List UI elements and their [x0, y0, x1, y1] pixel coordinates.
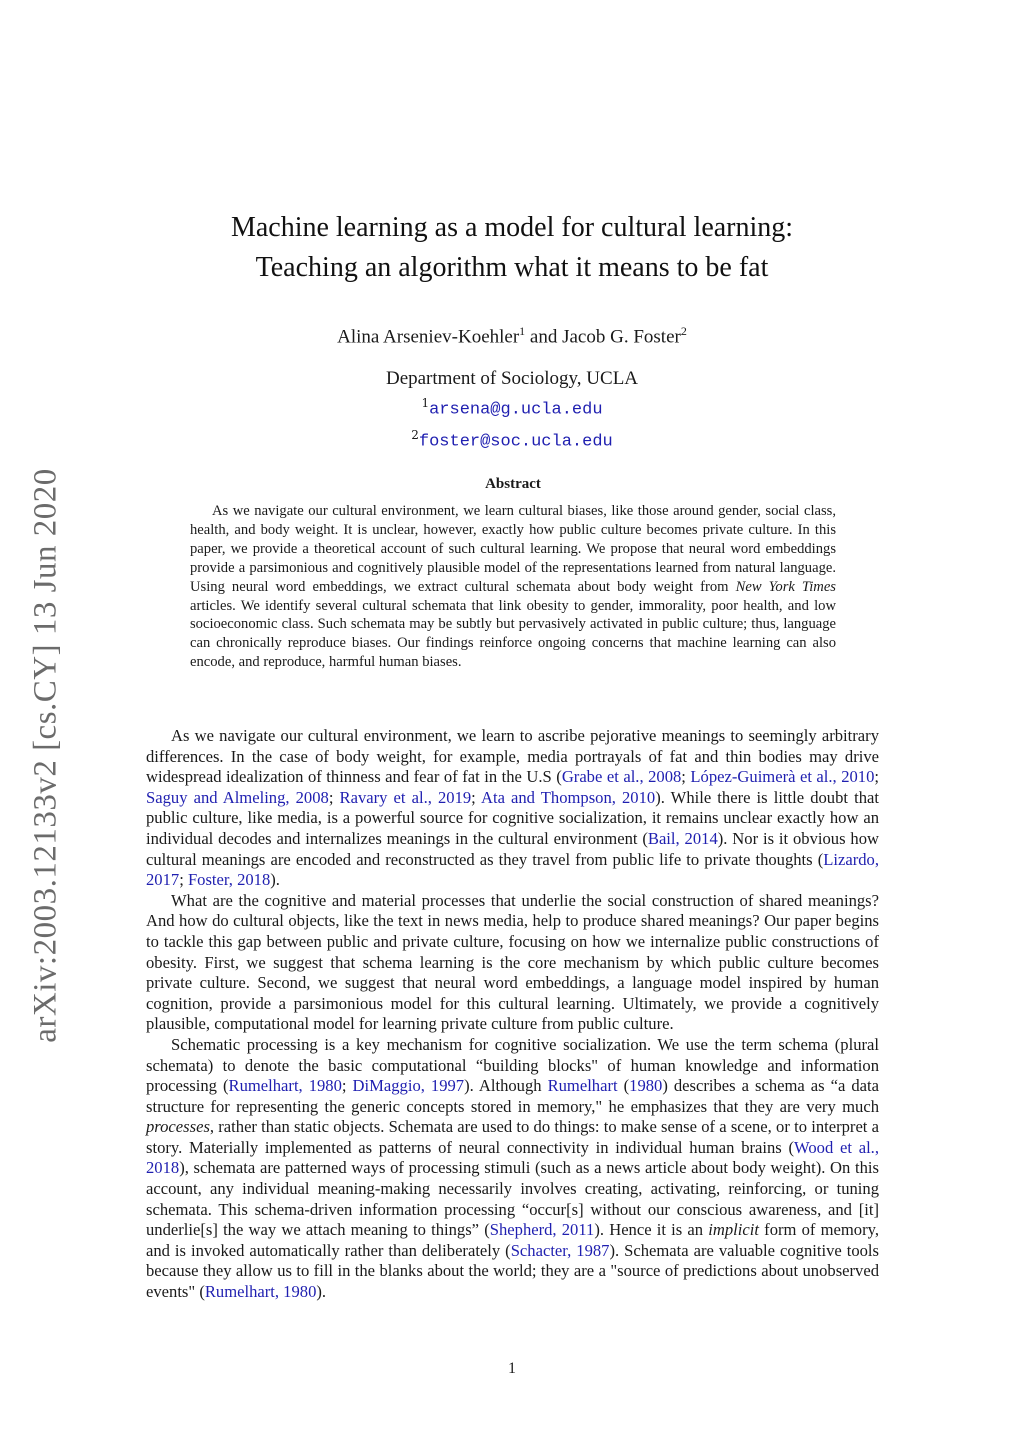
p3-text: ) describes a schema as “a data structure for representing the generic concepts stored in memory," he emphasizes that they are very much: [146, 1076, 879, 1116]
affiliation: Department of Sociology, UCLA: [385, 368, 639, 390]
author-2-mark: 2: [680, 324, 687, 338]
citation-link[interactable]: Saguy and Almeling, 2008: [146, 787, 329, 807]
p3-text: ), schemata are patterned ways of processing stimuli (such as a news article about body weight). On this account, any individual meaning-making necessarily involves creating, activating, reinforcing, or tuning schemata. This schema-driven information processing “occur[s] without our conscious awareness, and [it] underlie[s] the way we attach meaning to things” (: [146, 1158, 879, 1240]
p3-text: form of memory, and is invoked automatically rather than deliberately (: [146, 1220, 879, 1260]
arxiv-identifier-text: arXiv:2003.12133v2 [cs.CY] 13 Jun 2020: [27, 467, 64, 1043]
citation-link[interactable]: Foster, 2018: [187, 870, 271, 890]
email-line-2: [0, 423, 1024, 455]
citation-link[interactable]: Bail, 2014: [647, 828, 718, 848]
p3-text: ). Hence it is an: [594, 1220, 709, 1240]
p3-text: Schematic processing is a key mechanism for cognitive socialization. We use the term schema (plural schemata) to denote the basic computational “building blocks" of human knowledge and information processing (: [146, 1034, 879, 1096]
citation-link[interactable]: Rumelhart, 1980: [228, 1076, 342, 1096]
abstract-heading: Abstract: [485, 476, 541, 492]
p3-text: , rather than static objects. Schemata are used to do things: to make sense of a scene, or to interpret a story. Materially implemented as patterns of neural connectivity in individual human brains (: [146, 1117, 879, 1157]
abstract-section: [190, 476, 836, 672]
p3-italic: processes: [146, 1117, 210, 1137]
p3-text: ). Schemata are valuable cognitive tools because they allow us to fill in the blanks about the world; they are a "source of predictions about unobserved events" (: [146, 1240, 879, 1302]
p1-text: As we navigate our cultural environment, we learn to ascribe pejorative meanings to seemingly arbitrary differences. In the case of body weight, for example, media portrayals of fat and thin bodies may drive widespread idealization of thinness and fear of fat in the U.S (: [146, 726, 879, 787]
paragraph-1: [146, 726, 879, 891]
p1-sep: ;: [328, 787, 340, 807]
email-1-mark: 1: [421, 396, 430, 411]
abstract-text: [190, 502, 836, 672]
citation-link[interactable]: Rumelhart: [547, 1076, 618, 1096]
title-line-1: Machine learning as a model for cultural learning:: [230, 212, 794, 243]
paragraph-3: [146, 1035, 879, 1303]
author-list: [0, 320, 1024, 348]
page-number: 1: [508, 1360, 516, 1377]
abstract-text-part-2: articles. We identify several cultural schemata that link obesity to gender, immorality, poor health, and low socioeconomic class. Such schemata may be subtly but pervasively activated in public culture; thus, language can chronically reproduce biases. Our findings reinforce ongoing concerns that machine learning can also encode, and reproduce, harmful human biases.: [190, 597, 836, 671]
email-2-mark: 2: [411, 427, 419, 442]
p1-sep: ;: [874, 767, 880, 787]
author-1-mark: 1: [519, 324, 526, 338]
p1-sep: ;: [681, 767, 691, 787]
citation-link[interactable]: Ata and Thompson, 2010: [480, 787, 656, 807]
paragraph-2: What are the cognitive and material processes that underlie the social construction of shared meanings? And how do cultural objects, like the text in news media, help to produce shared meanings? Our paper begins to tackle this gap between public and private culture, focusing on how we internalize public constructions of obesity. First, we suggest that schema learning is the core mechanism by which public culture becomes private culture. Second, we suggest that neural word embeddings, a language model inspired by human cognition, provide a parsimonious model for this cultural learning. Ultimately, we provide a cognitively plausible, computational model for learning private culture from public culture.: [146, 890, 879, 1034]
title-line-2: Teaching an algorithm what it means to be fat: [255, 252, 769, 283]
title-block: [0, 208, 1024, 455]
p3-sep: (: [617, 1076, 630, 1096]
p3-sep: ;: [341, 1076, 353, 1096]
citation-link[interactable]: Schacter, 1987: [510, 1240, 610, 1260]
email-link-1[interactable]: arsena@g.ucla.edu: [429, 400, 603, 420]
citation-link[interactable]: Ravary et al., 2019: [339, 787, 472, 807]
citation-link[interactable]: López-Guimerà et al., 2010: [690, 767, 875, 787]
p3-italic: implicit: [708, 1220, 759, 1240]
abstract-text-part-1: As we navigate our cultural environment, we learn cultural biases, like those around gender, social class, health, and body weight. It is unclear, however, exactly how public culture becomes private culture. In this paper, we provide a theoretical account of such cultural learning. We propose that neural word embeddings provide a parsimonious and cognitively plausible model of the representations learned from natural language. Using neural word embeddings, we extract cultural schemata about body weight from: [190, 503, 836, 595]
p1-sep: ;: [179, 870, 188, 890]
p1-text: ). While there is little doubt that public culture, like media, is a powerful source for cognitive socialization, it remains unclear exactly how an individual decodes and internalizes meanings in the cultural environment (: [146, 787, 879, 848]
p1-text: ). Nor is it obvious how cultural meanings are encoded and reconstructed as they travel from public life to private thoughts (: [146, 828, 880, 869]
p3-text: ).: [316, 1282, 327, 1302]
p1-text: ).: [270, 870, 280, 890]
citation-link[interactable]: Rumelhart, 1980: [204, 1282, 317, 1302]
p1-sep: ;: [471, 787, 481, 807]
author-1-name: Alina Arseniev-Koehler: [337, 326, 520, 348]
author-2-name: Jacob G. Foster: [562, 326, 681, 348]
arxiv-identifier-stamp: [27, 455, 64, 1055]
email-line-1: [0, 391, 1024, 423]
citation-link[interactable]: Lizardo, 2017: [146, 849, 879, 890]
citation-link[interactable]: Grabe et al., 2008: [561, 767, 682, 787]
citation-link[interactable]: DiMaggio, 1997: [352, 1076, 465, 1096]
p3-text: ). Although: [464, 1076, 548, 1096]
paper-title: [0, 208, 1024, 288]
body-text: [146, 726, 879, 1303]
abstract-italic-newspaper: New York Times: [735, 578, 836, 595]
citation-link[interactable]: 1980: [629, 1076, 663, 1096]
citation-link[interactable]: Wood et al., 2018: [146, 1137, 879, 1178]
author-connector: and: [525, 326, 563, 348]
citation-link[interactable]: Shepherd, 2011: [489, 1220, 595, 1240]
email-link-2[interactable]: foster@soc.ucla.edu: [418, 432, 613, 452]
